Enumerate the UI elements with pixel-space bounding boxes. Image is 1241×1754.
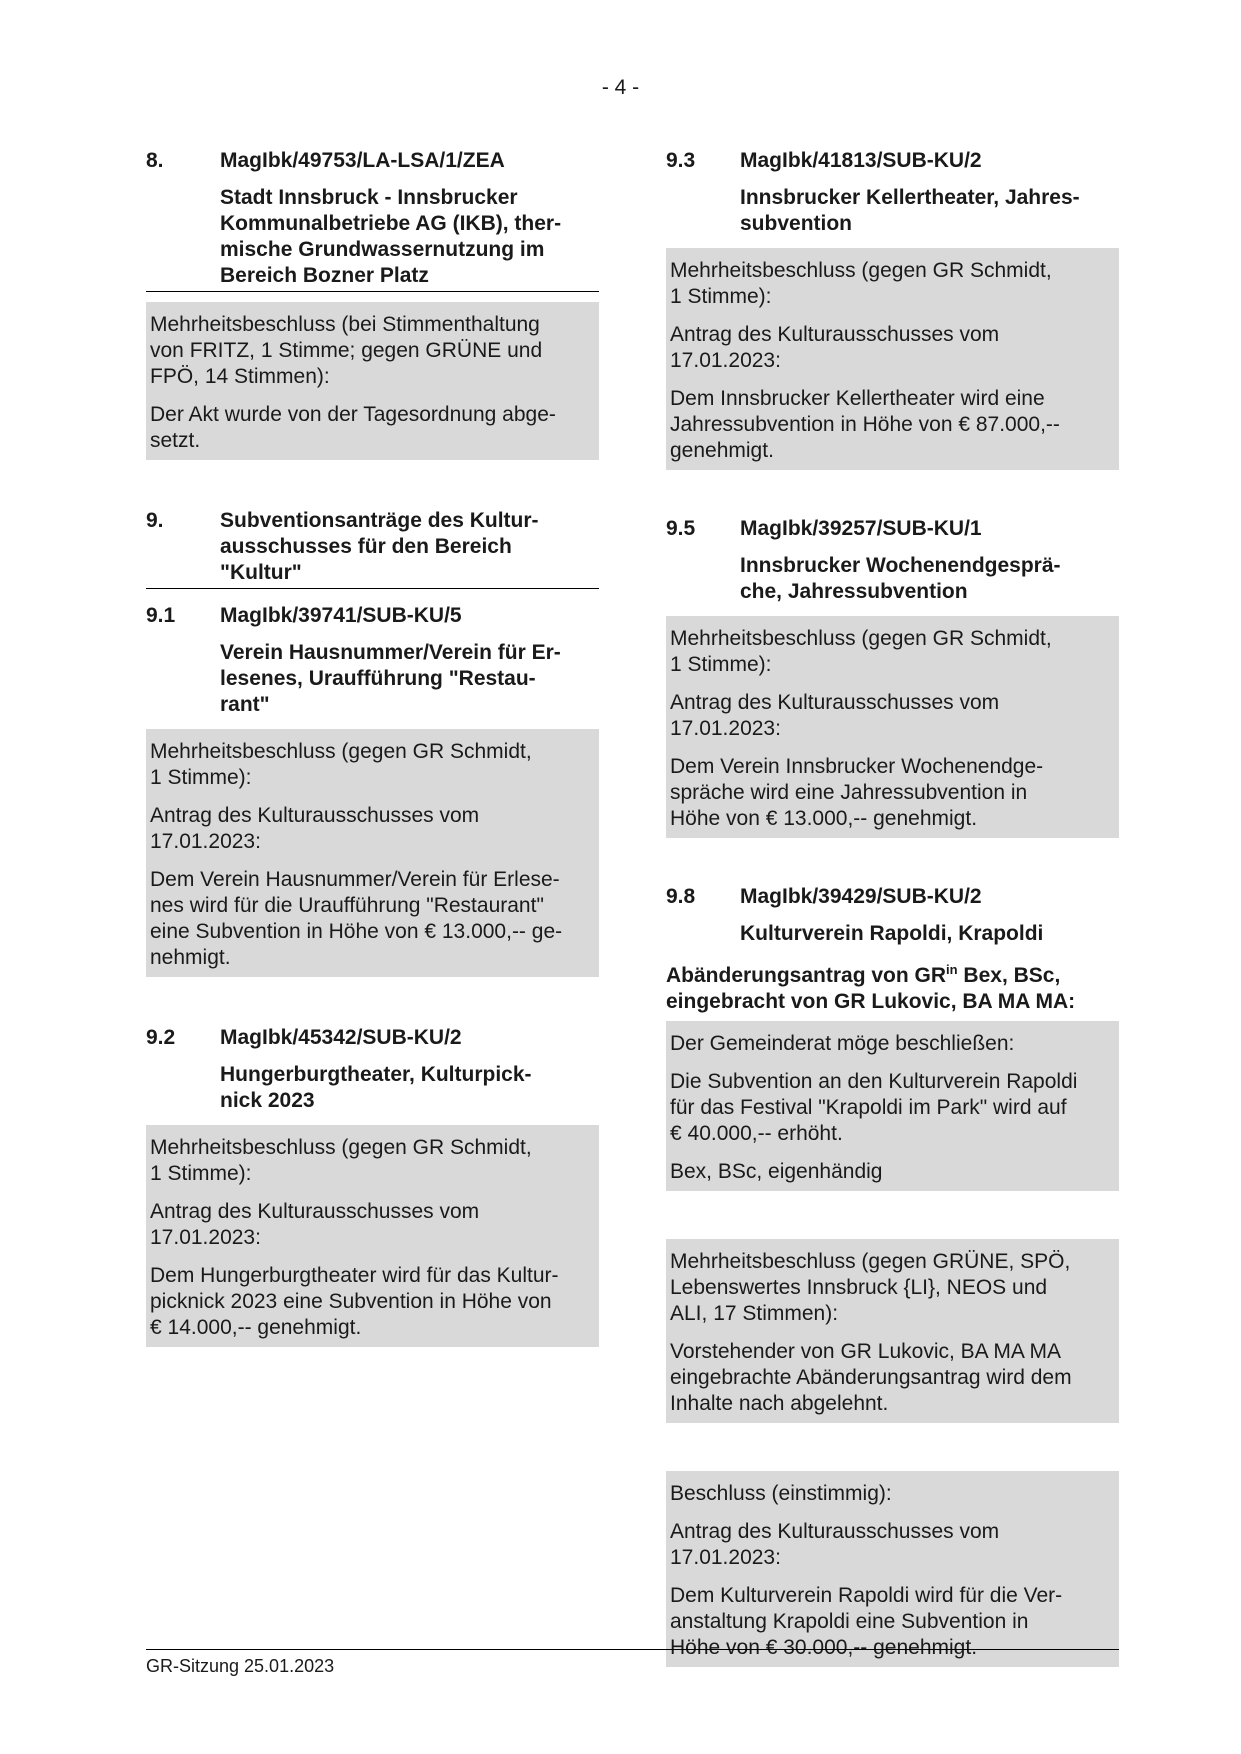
item-heading	[146, 1025, 599, 1051]
title-line: Innsbrucker Wochenendgesprä-	[740, 554, 1061, 577]
item-reference: MagIbk/39741/SUB-KU/5	[220, 604, 462, 627]
amendment-paragraph: Der Gemeinderat möge beschließen:	[670, 1032, 1015, 1055]
resolution-paragraph: Dem Kulturverein Rapoldi wird für die Ver- anstaltung Krapoldi eine Subvention in Höhe von € 30.000,-- genehmigt.	[670, 1584, 1063, 1659]
item-number: 9.3	[666, 149, 696, 172]
footer-divider	[146, 1649, 1119, 1650]
resolution-paragraph: Dem Verein Hausnummer/Verein für Erlese- nes wird für die Uraufführung "Restaurant" eine Subvention in Höhe von € 13.000,-- ge- nehmigt.	[150, 868, 563, 969]
resolution-box	[146, 729, 599, 977]
title-line: rant"	[220, 693, 270, 716]
item-heading	[146, 508, 599, 589]
item-heading	[146, 603, 599, 629]
agenda-item-8	[146, 148, 599, 460]
resolution-box	[146, 302, 599, 460]
item-number: 9.	[146, 509, 164, 532]
resolution-paragraph: Mehrheitsbeschluss (gegen GRÜNE, SPÖ, Lebenswertes Innsbruck {LI}, NEOS und ALI, 17 Stimmen):	[670, 1250, 1071, 1325]
agenda-item-9	[146, 508, 599, 589]
resolution-paragraph: Mehrheitsbeschluss (gegen GR Schmidt, 1 Stimme):	[670, 627, 1052, 676]
item-reference: MagIbk/39429/SUB-KU/2	[740, 885, 982, 908]
title-line: Kulturverein Rapoldi, Krapoldi	[740, 922, 1044, 945]
footer-text: GR-Sitzung 25.01.2023	[146, 1656, 335, 1676]
item-title	[666, 185, 1119, 237]
agenda-item-9-1	[146, 603, 599, 977]
item-title: Subventionsanträge des Kultur- ausschusses für den Bereich "Kultur"	[220, 509, 539, 584]
resolution-paragraph: Mehrheitsbeschluss (bei Stimmenthaltung von FRITZ, 1 Stimme; gegen GRÜNE und FPÖ, 14 Stimmen):	[150, 313, 543, 388]
amendment-paragraph: Bex, BSc, eigenhändig	[670, 1160, 883, 1183]
amendment-box	[666, 1021, 1119, 1191]
item-reference: MagIbk/39257/SUB-KU/1	[740, 517, 982, 540]
resolution-paragraph: Der Akt wurde von der Tagesordnung abge- setzt.	[150, 403, 556, 452]
resolution-box	[146, 1125, 599, 1347]
item-title	[146, 640, 599, 718]
item-number: 9.5	[666, 517, 696, 540]
title-line: Hungerburgtheater, Kulturpick-	[220, 1063, 532, 1086]
title-line: mische Grundwassernutzung im	[220, 238, 545, 261]
resolution-paragraph: Dem Hungerburgtheater wird für das Kultur- picknick 2023 eine Subvention in Höhe von € 14.000,-- genehmigt.	[150, 1264, 559, 1339]
resolution-paragraph: Beschluss (einstimmig):	[670, 1482, 892, 1505]
agenda-item-9-5	[666, 516, 1119, 838]
item-number: 9.8	[666, 885, 696, 908]
item-reference: MagIbk/45342/SUB-KU/2	[220, 1026, 462, 1049]
amendment-paragraph: Die Subvention an den Kulturverein Rapoldi für das Festival "Krapoldi im Park" wird auf € 40.000,-- erhöht.	[670, 1070, 1078, 1145]
title-line: che, Jahressubvention	[740, 580, 968, 603]
agenda-item-9-8	[666, 884, 1119, 1667]
item-title	[666, 921, 1119, 947]
item-number: 9.1	[146, 604, 176, 627]
amendment-heading: Abänderungsantrag von $GR^{in}$ Bex, BSc, eingebracht von GR Lukovic, BA MA MA:	[666, 962, 1076, 1013]
title-line: subvention	[740, 212, 853, 235]
item-number: 9.2	[146, 1026, 176, 1049]
resolution-paragraph: Vorstehender von GR Lukovic, BA MA MA eingebrachte Abänderungsantrag wird dem Inhalte nach abgelehnt.	[670, 1340, 1072, 1415]
item-heading	[666, 884, 1119, 910]
item-heading	[666, 148, 1119, 174]
item-heading	[146, 148, 599, 174]
item-reference: MagIbk/41813/SUB-KU/2	[740, 149, 982, 172]
agenda-item-9-3	[666, 148, 1119, 470]
title-line: lesenes, Uraufführung "Restau-	[220, 667, 536, 690]
title-line: Innsbrucker Kellertheater, Jahres-	[740, 186, 1080, 209]
right-column	[666, 148, 1119, 1667]
page-number: - 4 -	[601, 76, 640, 99]
resolution-paragraph: Dem Innsbrucker Kellertheater wird eine Jahressubvention in Höhe von € 87.000,-- genehmigt.	[670, 387, 1060, 462]
title-line: Kommunalbetriebe AG (IKB), ther-	[220, 212, 562, 235]
resolution-paragraph: Dem Verein Innsbrucker Wochenendge- spräche wird eine Jahressubvention in Höhe von € 13.000,-- genehmigt.	[670, 755, 1044, 830]
resolution-paragraph: Mehrheitsbeschluss (gegen GR Schmidt, 1 Stimme):	[670, 259, 1052, 308]
resolution-paragraph: Antrag des Kulturausschusses vom 17.01.2023:	[670, 1520, 1000, 1569]
item-title	[146, 185, 599, 292]
left-column	[146, 148, 599, 1347]
title-line: Bereich Bozner Platz	[220, 264, 429, 287]
title-line: Stadt Innsbruck - Innsbrucker	[220, 186, 518, 209]
title-line: nick 2023	[220, 1089, 315, 1112]
resolution-paragraph: Mehrheitsbeschluss (gegen GR Schmidt, 1 Stimme):	[150, 740, 532, 789]
resolution-paragraph: Antrag des Kulturausschusses vom 17.01.2023:	[150, 1200, 480, 1249]
agenda-item-9-2	[146, 1025, 599, 1347]
resolution-box	[666, 616, 1119, 838]
resolution-box	[666, 1471, 1119, 1667]
item-title	[146, 1062, 599, 1114]
item-number: 8.	[146, 149, 164, 172]
resolution-paragraph: Antrag des Kulturausschusses vom 17.01.2023:	[670, 691, 1000, 740]
resolution-paragraph: Mehrheitsbeschluss (gegen GR Schmidt, 1 Stimme):	[150, 1136, 532, 1185]
resolution-box	[666, 248, 1119, 470]
item-reference: MagIbk/49753/LA-LSA/1/ZEA	[220, 149, 505, 172]
rejection-box	[666, 1239, 1119, 1423]
item-heading	[666, 516, 1119, 542]
resolution-paragraph: Antrag des Kulturausschusses vom 17.01.2023:	[150, 804, 480, 853]
item-title	[666, 553, 1119, 605]
resolution-paragraph: Antrag des Kulturausschusses vom 17.01.2023:	[670, 323, 1000, 372]
title-line: Verein Hausnummer/Verein für Er-	[220, 641, 561, 664]
